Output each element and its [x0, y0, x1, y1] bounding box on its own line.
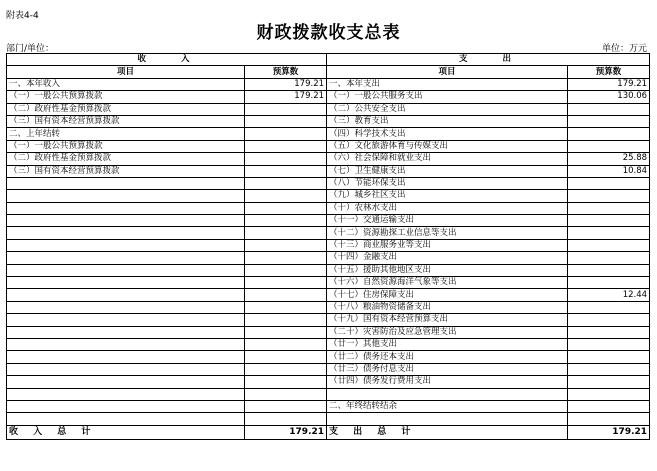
income-budget-cell	[245, 215, 327, 227]
table-row	[7, 227, 650, 239]
expenditure-budget-cell	[568, 227, 650, 239]
expenditure-section-header: 支 出	[327, 54, 650, 66]
expenditure-budget-cell	[568, 115, 650, 127]
expenditure-total-value: 179.21	[568, 425, 650, 439]
expenditure-item-cell: （十六）自然资源海洋气象等支出	[327, 277, 568, 289]
income-item-cell	[7, 363, 245, 375]
expenditure-budget-cell	[568, 351, 650, 363]
income-item-cell	[7, 277, 245, 289]
income-budget-cell	[245, 400, 327, 412]
section-header-row	[7, 54, 650, 66]
income-item-cell: （二）政府性基金预算拨款	[7, 103, 245, 115]
income-item-cell	[7, 314, 245, 326]
expenditure-item-cell: （十七）住房保障支出	[327, 289, 568, 301]
table-row	[7, 376, 650, 388]
income-budget-cell	[245, 177, 327, 189]
expenditure-item-cell: （三）教育支出	[327, 115, 568, 127]
expenditure-budget-cell	[568, 264, 650, 276]
income-budget-cell	[245, 128, 327, 140]
expenditure-budget-cell	[568, 277, 650, 289]
income-item-cell	[7, 190, 245, 202]
unit-label: 单位：万元	[601, 44, 647, 54]
expenditure-budget-cell	[568, 128, 650, 140]
expenditure-item-cell: （二十）灾害防治及应急管理支出	[327, 326, 568, 338]
table-row	[7, 363, 650, 375]
expenditure-item-cell: （一）一般公共服务支出	[327, 91, 568, 103]
income-item-cell	[7, 388, 245, 400]
table-row	[7, 239, 650, 251]
expenditure-item-cell: （十三）商业服务业等支出	[327, 239, 568, 251]
income-item-cell	[7, 376, 245, 388]
income-budget-cell	[245, 326, 327, 338]
expenditure-budget-cell	[568, 363, 650, 375]
income-budget-cell	[245, 301, 327, 313]
income-budget-cell	[245, 351, 327, 363]
income-budget-cell	[245, 202, 327, 214]
income-item-cell	[7, 289, 245, 301]
income-item-cell	[7, 252, 245, 264]
expenditure-budget-cell	[568, 338, 650, 350]
table-row	[7, 326, 650, 338]
income-item-cell	[7, 202, 245, 214]
table-row	[7, 140, 650, 152]
income-item-cell: 一、本年收入	[7, 78, 245, 90]
expenditure-budget-cell	[568, 400, 650, 412]
income-item-cell	[7, 264, 245, 276]
expenditure-budget-header: 预算数	[568, 66, 650, 78]
income-budget-cell	[245, 165, 327, 177]
income-budget-cell	[245, 252, 327, 264]
column-header-row	[7, 66, 650, 78]
income-item-cell	[7, 338, 245, 350]
expenditure-item-cell: （二）公共安全支出	[327, 103, 568, 115]
expenditure-budget-cell	[568, 376, 650, 388]
expenditure-item-cell: （廿三）债务付息支出	[327, 363, 568, 375]
expenditure-item-cell: （十九）国有资本经营预算支出	[327, 314, 568, 326]
income-section-header: 收 入	[7, 54, 327, 66]
expenditure-budget-cell	[568, 388, 650, 400]
income-budget-cell: 179.21	[245, 91, 327, 103]
income-item-cell: （三）国有资本经营预算拨款	[7, 115, 245, 127]
table-row	[7, 78, 650, 90]
income-budget-cell	[245, 153, 327, 165]
income-budget-cell	[245, 376, 327, 388]
table-row	[7, 338, 650, 350]
income-item-cell	[7, 326, 245, 338]
table-row	[7, 351, 650, 363]
income-item-cell	[7, 351, 245, 363]
income-budget-cell	[245, 289, 327, 301]
income-budget-cell	[245, 140, 327, 152]
table-row	[7, 128, 650, 140]
income-budget-cell	[245, 338, 327, 350]
table-row	[7, 277, 650, 289]
income-item-cell	[7, 177, 245, 189]
expenditure-budget-cell	[568, 239, 650, 251]
table-row	[7, 153, 650, 165]
expenditure-item-cell: （十五）援助其他地区支出	[327, 264, 568, 276]
income-total-label: 收 入 总 计	[7, 425, 245, 439]
table-row	[7, 165, 650, 177]
expenditure-item-cell: （七）卫生健康支出	[327, 165, 568, 177]
table-row	[7, 252, 650, 264]
income-budget-cell	[245, 264, 327, 276]
expenditure-total-label: 支 出 总 计	[327, 425, 568, 439]
totals-row	[7, 425, 650, 439]
table-row	[7, 190, 650, 202]
income-item-cell: 二、上年结转	[7, 128, 245, 140]
expenditure-item-cell: （十四）金融支出	[327, 252, 568, 264]
expenditure-item-cell: （九）城乡社区支出	[327, 190, 568, 202]
table-row	[7, 177, 650, 189]
expenditure-budget-cell: 25.88	[568, 153, 650, 165]
expenditure-item-cell: （十一）交通运输支出	[327, 215, 568, 227]
income-item-cell	[7, 301, 245, 313]
expenditure-budget-cell	[568, 301, 650, 313]
income-item-cell	[7, 227, 245, 239]
income-item-header: 项目	[7, 66, 245, 78]
expenditure-item-cell	[327, 413, 568, 425]
expenditure-item-cell: （四）科学技术支出	[327, 128, 568, 140]
expenditure-budget-cell	[568, 103, 650, 115]
expenditure-item-cell: （廿一）其他支出	[327, 338, 568, 350]
income-budget-cell	[245, 314, 327, 326]
expenditure-budget-cell	[568, 326, 650, 338]
page-title: 财政拨款收支总表	[256, 23, 401, 43]
expenditure-item-cell	[327, 388, 568, 400]
expenditure-budget-cell	[568, 190, 650, 202]
expenditure-budget-cell: 130.06	[568, 91, 650, 103]
expenditure-budget-cell: 12.44	[568, 289, 650, 301]
income-budget-cell	[245, 363, 327, 375]
expenditure-budget-cell	[568, 202, 650, 214]
expenditure-item-cell: （廿二）债务还本支出	[327, 351, 568, 363]
income-budget-cell	[245, 239, 327, 251]
income-budget-header: 预算数	[245, 66, 327, 78]
income-budget-cell	[245, 413, 327, 425]
expenditure-budget-cell	[568, 413, 650, 425]
table-row	[7, 314, 650, 326]
income-item-cell: （一）一般公共预算拨款	[7, 140, 245, 152]
income-budget-cell	[245, 115, 327, 127]
expenditure-budget-cell	[568, 140, 650, 152]
expenditure-budget-cell	[568, 314, 650, 326]
table-row	[7, 115, 650, 127]
table-row	[7, 215, 650, 227]
annex-label: 附表4-4	[6, 11, 39, 21]
income-item-cell	[7, 239, 245, 251]
table-row	[7, 400, 650, 412]
income-total-value: 179.21	[245, 425, 327, 439]
income-item-cell: （二）政府性基金预算拨款	[7, 153, 245, 165]
budget-table	[6, 53, 650, 440]
income-item-cell	[7, 413, 245, 425]
department-label: 部门/单位：	[6, 44, 55, 54]
table-row	[7, 388, 650, 400]
table-row	[7, 202, 650, 214]
table-row	[7, 91, 650, 103]
expenditure-item-cell: 二、年终结转结余	[327, 400, 568, 412]
expenditure-item-cell: 一、本年支出	[327, 78, 568, 90]
income-item-cell	[7, 400, 245, 412]
expenditure-item-cell: （五）文化旅游体育与传媒支出	[327, 140, 568, 152]
expenditure-item-cell: （十二）资源勘探工业信息等支出	[327, 227, 568, 239]
income-budget-cell: 179.21	[245, 78, 327, 90]
expenditure-budget-cell: 10.84	[568, 165, 650, 177]
table-row	[7, 103, 650, 115]
table-row	[7, 301, 650, 313]
expenditure-budget-cell	[568, 215, 650, 227]
income-item-cell	[7, 215, 245, 227]
expenditure-item-cell: （六）社会保障和就业支出	[327, 153, 568, 165]
expenditure-item-cell: （十八）粮油物资储备支出	[327, 301, 568, 313]
expenditure-item-cell: （八）节能环保支出	[327, 177, 568, 189]
table-row	[7, 264, 650, 276]
expenditure-item-cell: （十）农林水支出	[327, 202, 568, 214]
income-budget-cell	[245, 103, 327, 115]
expenditure-budget-cell	[568, 252, 650, 264]
income-budget-cell	[245, 388, 327, 400]
income-budget-cell	[245, 277, 327, 289]
income-budget-cell	[245, 190, 327, 202]
expenditure-item-cell: （廿四）债务发行费用支出	[327, 376, 568, 388]
income-item-cell: （三）国有资本经营预算拨款	[7, 165, 245, 177]
income-item-cell: （一）一般公共预算拨款	[7, 91, 245, 103]
table-row	[7, 413, 650, 425]
expenditure-budget-cell: 179.21	[568, 78, 650, 90]
expenditure-item-header: 项目	[327, 66, 568, 78]
expenditure-budget-cell	[568, 177, 650, 189]
table-row	[7, 289, 650, 301]
income-budget-cell	[245, 227, 327, 239]
